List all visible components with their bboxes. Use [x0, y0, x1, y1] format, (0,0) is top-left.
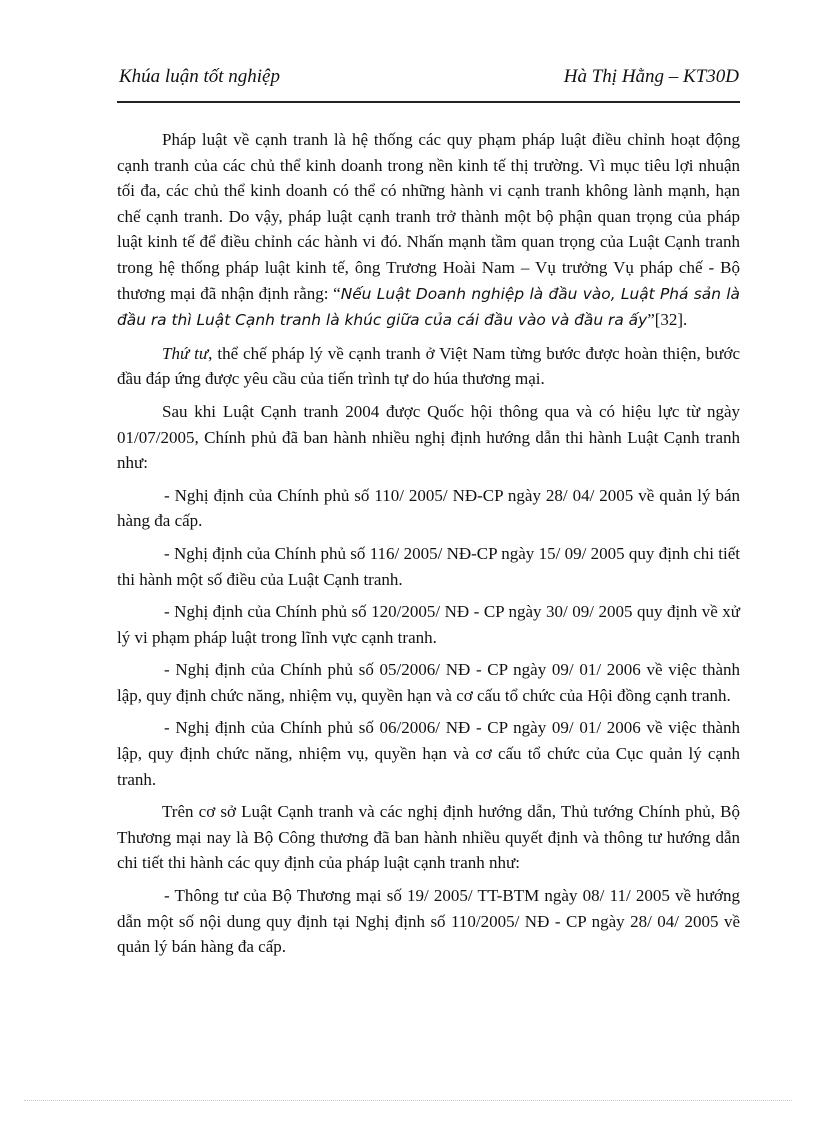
list-item: - Nghị định của Chính phủ số 05/2006/ NĐ - CP ngày 09/ 01/ 2006 về việc thành lập, quy định chức năng, nhiệm vụ, quyền hạn và cơ cấu tổ chức của Hội đồng cạnh tranh. [117, 660, 740, 705]
paragraph-decrees-intro: Sau khi Luật Cạnh tranh 2004 được Quốc hội thông qua và có hiệu lực từ ngày 01/07/2005, Chính phủ đã ban hành nhiều nghị định hướng dẫn thi hành Luật Cạnh tranh như: [117, 401, 740, 473]
citation: ”[32]. [647, 310, 688, 330]
page-bottom-border [24, 1100, 792, 1101]
list-item: - Nghị định của Chính phủ số 120/2005/ NĐ - CP ngày 30/ 09/ 2005 quy định về xử lý vi phạm pháp luật trong lĩnh vực cạnh tranh. [117, 602, 740, 647]
paragraph-circulars-intro: Trên cơ sở Luật Cạnh tranh và các nghị định hướng dẫn, Thủ tướng Chính phủ, Bộ Thương mại nay là Bộ Công thương đã ban hành nhiều quyết định và thông tư hướng dẫn chi tiết thi hành các quy định của pháp luật cạnh tranh như: [117, 802, 740, 873]
header-divider [117, 101, 740, 103]
list-item: - Nghị định của Chính phủ số 110/ 2005/ NĐ-CP ngày 28/ 04/ 2005 về quản lý bán hàng đa cấp. [117, 485, 740, 531]
paragraph-lead: Thứ tư [162, 343, 209, 363]
quoted-statement: Nếu Luật Doanh nghiệp là đầu vào, Luật Phá sản là đầu ra thì Luật Cạnh tranh là khúc giữa của cái đầu vào và đầu ra ấy [117, 284, 740, 330]
paragraph-fourth-point [117, 341, 740, 392]
list-item: - Thông tư của Bộ Thương mại số 19/ 2005/ TT-BTM ngày 08/ 11/ 2005 về hướng dẫn một số nội dung quy định tại Nghị định số 110/2005/ NĐ - CP ngày 28/ 04/ 2005 về quản lý bán hàng đa cấp. [117, 886, 740, 957]
list-item: - Nghị định của Chính phủ số 116/ 2005/ NĐ-CP ngày 15/ 09/ 2005 quy định chi tiết thi hành một số điều của Luật Cạnh tranh. [117, 543, 740, 589]
list-item: - Nghị định của Chính phủ số 06/2006/ NĐ - CP ngày 09/ 01/ 2006 về việc thành lập, quy định chức năng, nhiệm vụ, quyền hạn và cơ cấu tổ chức của Cục quản lý cạnh tranh. [117, 718, 740, 789]
header-thesis-label: Khúa luận tốt nghiệp [119, 66, 280, 87]
page-header [119, 66, 739, 96]
paragraph-text: , thể chế pháp lý về cạnh tranh ở Việt Nam từng bước được hoàn thiện, bước đầu đáp ứng được yêu cầu của tiến trình tự do húa thương mại. [117, 343, 740, 389]
paragraph-competition-law [117, 127, 740, 334]
document-body [117, 127, 740, 967]
header-author: Hà Thị Hằng – KT30D [563, 66, 739, 87]
paragraph-text: Pháp luật về cạnh tranh là hệ thống các quy phạm pháp luật điều chỉnh hoạt động cạnh tranh của các chủ thể kinh doanh trong nền kinh tế thị trường. Vì mục tiêu lợi nhuận tối đa, các chủ thể kinh doanh có thể có những hành vi cạnh tranh không lành mạnh, hạn chế cạnh tranh. Do vậy, pháp luật cạnh tranh trở thành một bộ phận quan trọng của pháp luật kinh tế để điều chỉnh các hành vi đó. Nhấn mạnh tầm quan trọng của Luật Cạnh tranh trong hệ thống pháp luật kinh tế, ông Trương Hoài Nam – Vụ trưởng Vụ pháp chế - Bộ thương mại đã nhận định rằng: “ [117, 130, 740, 303]
